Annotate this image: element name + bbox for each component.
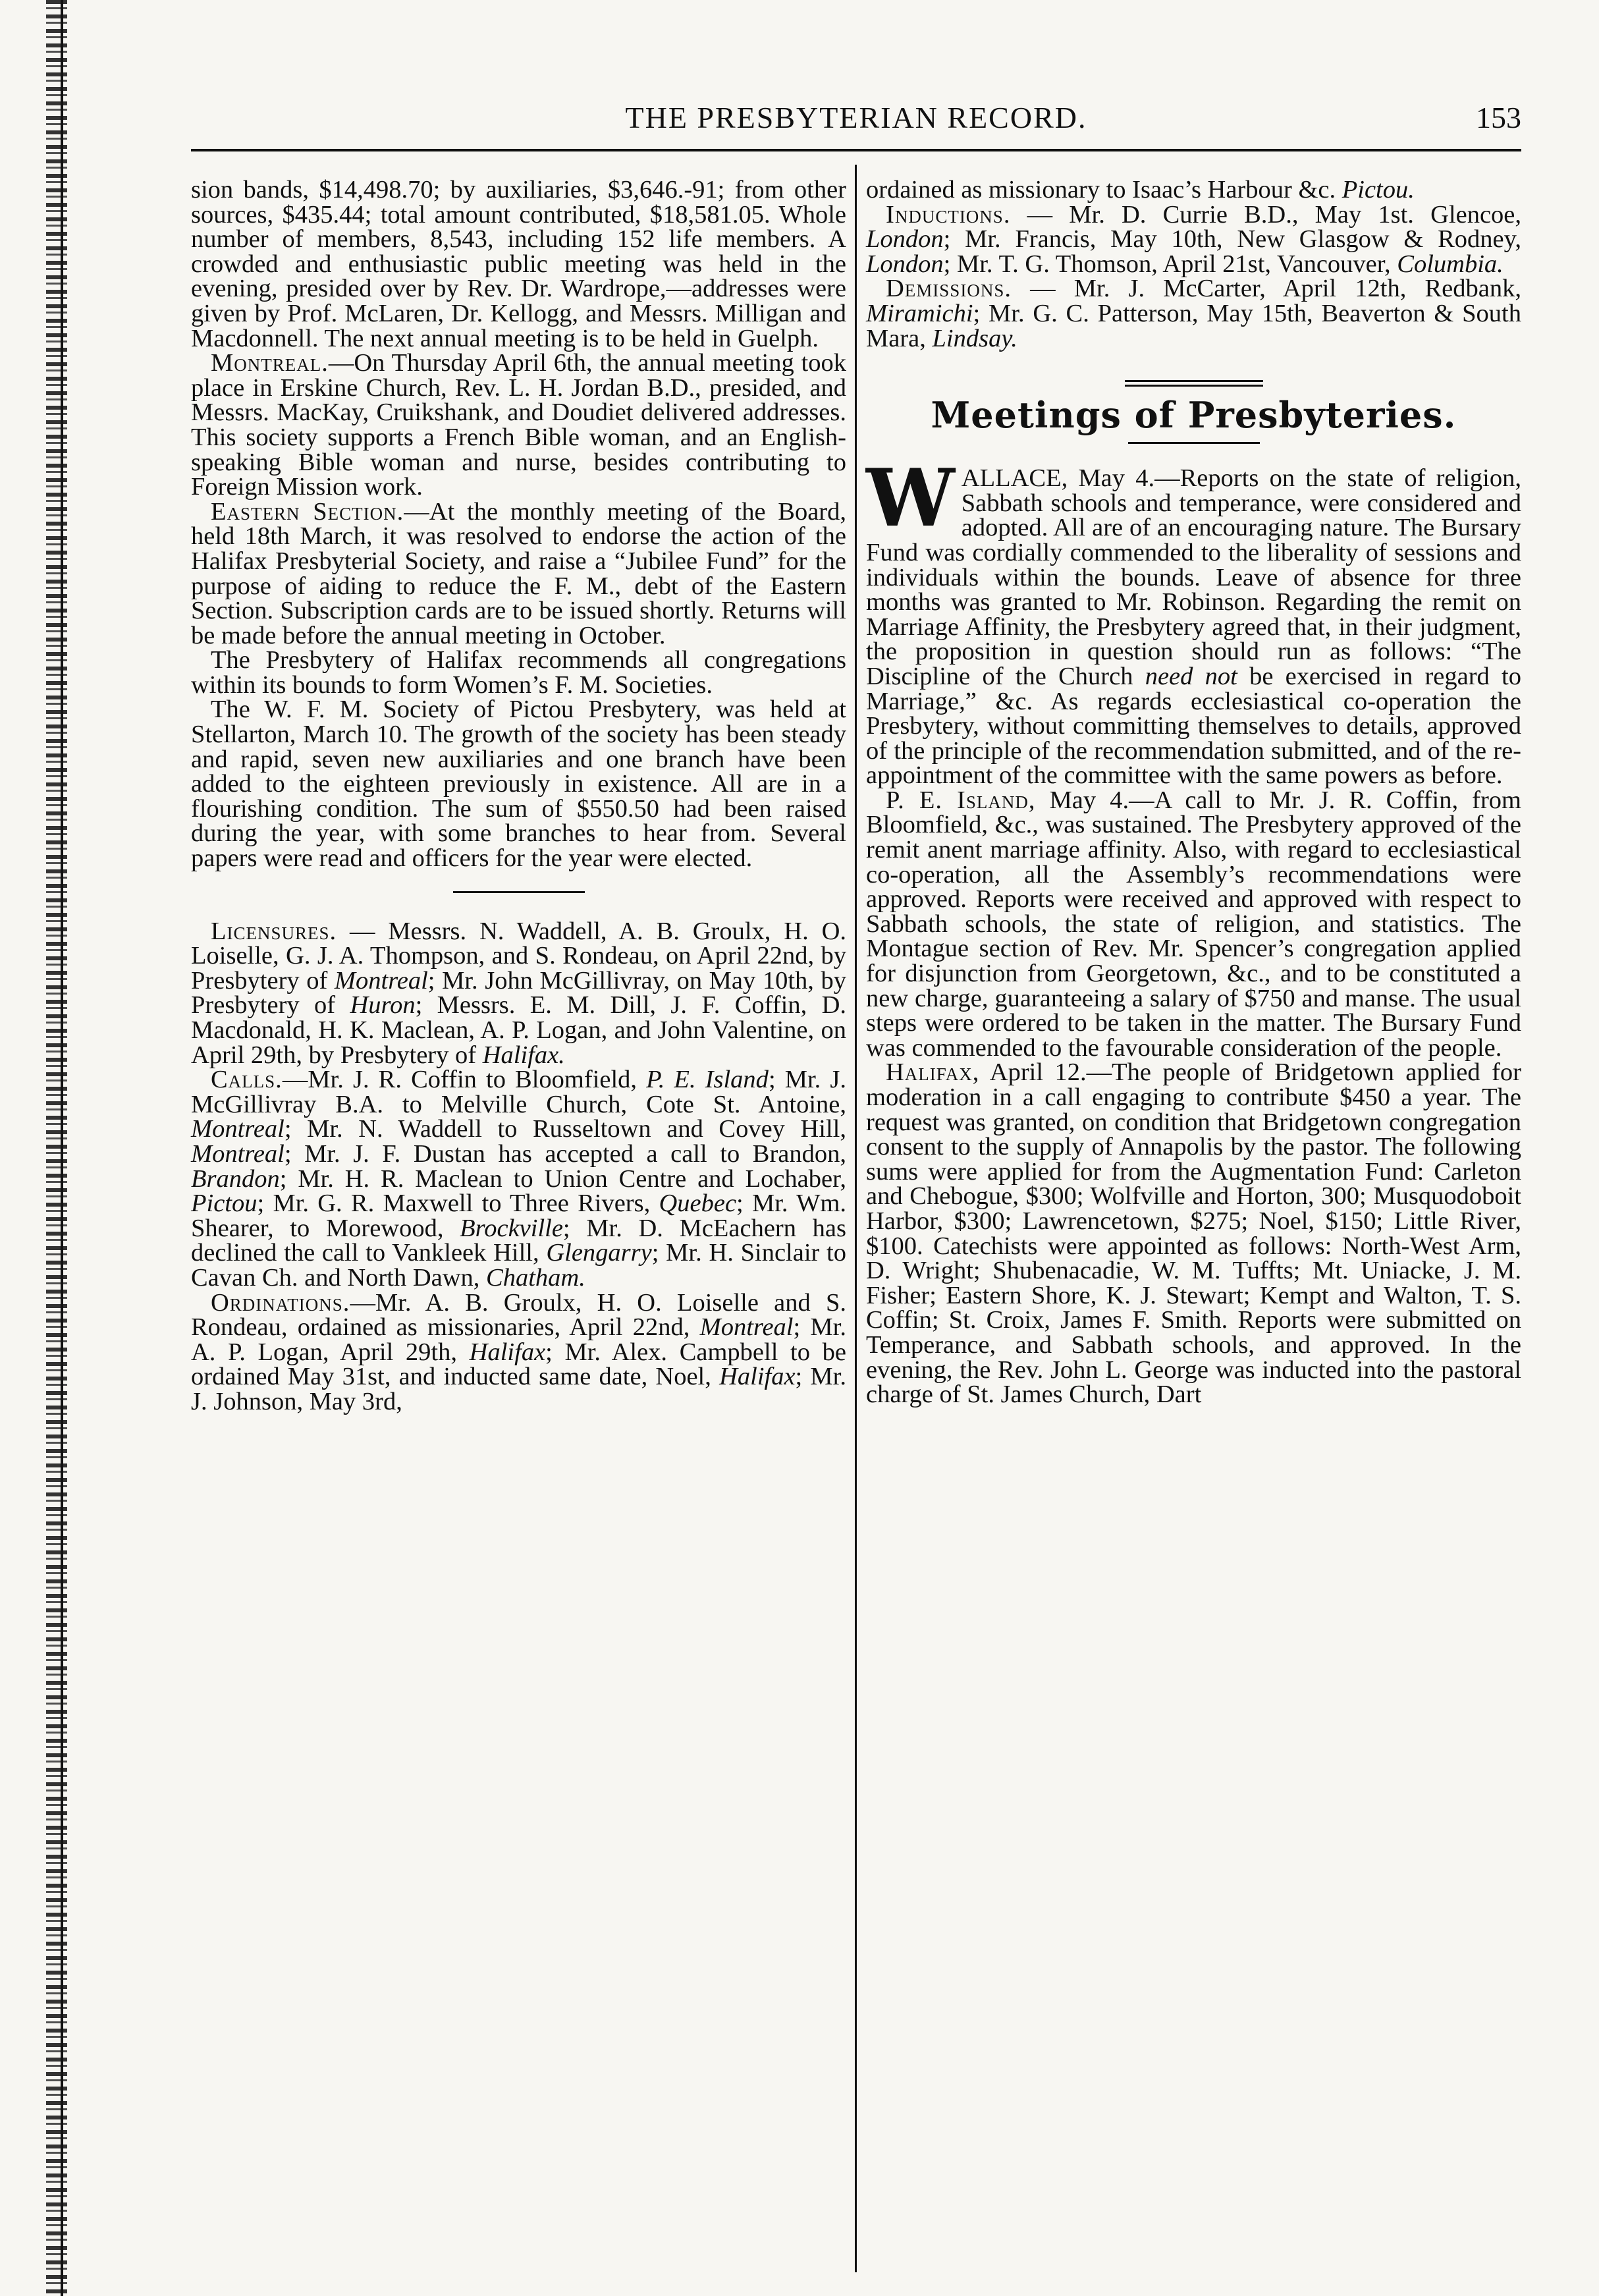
text-run: ALLACE, May 4.—Reports on the state of religion, Sabbath schools and temperance, were considered and adopted. All are of an encouraging nature. The Bursary Fund was cordially commended to the liberality of sessions and individuals within the bounds. Leave of absence for three months was granted to Mr. Robinson. Regarding the remit on Marriage Affinity, the Presbytery agreed that, in their judgment, the proposition in question should run as follows: “The Discipline of the Church — [866, 464, 1521, 690]
text-run: — Messrs. N. Waddell, A. B. Groulx, H. O. Loiselle, G. J. A. Thompson, and S. Rondeau, on April 22nd, by Presbytery of — [191, 917, 846, 995]
section-lead: Eastern Section. — [211, 497, 404, 526]
place-name: Chatham. — [486, 1263, 585, 1292]
place-name: Brandon — [191, 1164, 280, 1193]
place-name: Glengarry — [546, 1239, 652, 1267]
paragraph-montreal — [191, 351, 846, 500]
text-run: ; Mr. T. G. Thomson, April 21st, Vancouver, — [943, 250, 1397, 278]
text-run: ; Mr. A. P. Logan, April 29th, — [191, 1313, 846, 1366]
place-name: Halifax — [719, 1363, 796, 1391]
text-run: ; Mr. Wm. Shearer, to Morewood, — [191, 1189, 847, 1242]
running-header — [191, 100, 1521, 140]
text-run: —Mr. A. B. Groulx, H. O. Loiselle and S. Rondeau, ordained as missionaries, April 22nd, — [191, 1288, 846, 1342]
place-name: London — [866, 225, 944, 254]
place-name: P. E. Island — [646, 1066, 769, 1094]
text-run: ; Mr. John McGillivray, on May 10th, by Presbytery of — [191, 966, 846, 1020]
place-name: Halifax — [469, 1338, 546, 1366]
section-lead: Licensures. — [211, 917, 337, 945]
paragraph-inductions — [866, 200, 1521, 278]
place-name: Quebec — [659, 1189, 737, 1218]
paragraph-totals: sion bands, $14,498.70; by auxiliaries, $3,646.-91; from other sources, $435.44; total amount contributed, $18,581.05. Whole number of members, 8,543, including 152 life members. A crowded and enthusiastic public meeting was held in the evening, presided over by Rev. Dr. Wardrope,—addresses were given by Prof. McLaren, Dr. Kellogg, and Messrs. Milligan and Macdonnell. The next annual meeting is to be held in Guelph. — [191, 176, 846, 352]
text-run: ; Mr. Alex. Campbell to be ordained May 31st, and inducted same date, Noel, — [191, 1338, 846, 1391]
text-run: ; Messrs. E. M. Dill, J. F. Coffin, D. Macdonald, H. K. Maclean, A. P. Logan, and John Valentine, on April 29th, by Presbytery of — [191, 991, 847, 1069]
text-run: ; Mr. J. McGillivray B.A. to Melville Church, Cote St. Antoine, — [191, 1066, 846, 1118]
text-run: ; Mr. H. R. Maclean to Union Centre and Lochaber, — [279, 1164, 846, 1193]
paragraph-wallace — [866, 452, 1521, 790]
place-name: Huron — [350, 991, 416, 1020]
place-name: Columbia. — [1397, 250, 1504, 278]
paragraph-text: —At the monthly meeting of the Board, held 18th March, it was resolved to endorse the action of the Halifax Presbyterial Society, and raise a “Jubilee Fund” for the purpose of aiding to reduce the F. M., debt of the Eastern Section. Subscription cards are to be issued shortly. Returns will be made before the annual meeting in October. — [191, 497, 846, 649]
text-run: ; Mr. G. C. Patterson, May 15th, Beaverton & South Mara, — [866, 299, 1521, 352]
paragraph-calls — [191, 1068, 846, 1290]
heading-rule — [1128, 442, 1260, 444]
place-name: Miramichi — [866, 299, 973, 327]
place-name: Montreal — [334, 966, 428, 995]
text-run: ; Mr. H. Sinclair to Cavan Ch. and North Dawn, — [191, 1239, 846, 1292]
page-edge-line — [61, 0, 63, 2296]
text-run: ; Mr. J. Johnson, May 3rd, — [191, 1363, 846, 1415]
section-lead: Inductions. — [886, 200, 1011, 229]
right-column — [866, 178, 1521, 1408]
paragraph-demissions — [866, 277, 1521, 351]
section-lead: Calls. — [211, 1066, 283, 1094]
section-lead: Demissions. — [886, 275, 1012, 303]
place-name: London — [866, 250, 944, 278]
place-name: Montreal — [699, 1313, 794, 1342]
place-name: Pictou — [191, 1189, 257, 1218]
text-run: April 12.—The people of Bridgetown applied for moderation in a call engaging to contribute $450 a year. The request was granted, on condition that Bridgetown congregation consent to the supply of Annapolis by the pastor. The following sums were applied for from the Augmentation Fund: Carleton and Chebogue, $300; Wolfville and Horton, 300; Musquodoboit Harbor, $300; Lawrencetown, $275; Noel, $150; Little River, $100. Catechists were appointed as follows: North-West Arm, D. Wright; Shubenacadie, W. M. Tuffts; Mt. Uniacke, J. M. Fisher; Eastern Shore, K. J. Stewart; Kempt and Walton, T. S. Coffin; St. Croix, James F. Smith. Reports were submitted on Temperance, and Sabbath schools, and approved. In the evening, the Rev. John L. George was inducted into the pastoral charge of St. James Church, Dart — [866, 1058, 1521, 1409]
paragraph-ordinations — [191, 1288, 846, 1415]
paragraph-pictou-society: The W. F. M. Society of Pictou Presbytery, was held at Stellarton, March 10. The growth of the society has been steady and rapid, seven new auxiliaries and one branch have been added to the eighteen previously in existence. All are in a flourishing condition. The sum of $550.50 had been raised during the year, with some branches to hear from. Several papers were read and officers for the year were elected. — [191, 696, 846, 873]
paragraph-licensures — [191, 919, 846, 1068]
paragraph-pe-island — [866, 788, 1521, 1061]
place-name: Brockville — [460, 1214, 563, 1242]
text-run: — Mr. J. McCarter, April 12th, Redbank, — [1011, 275, 1521, 303]
section-lead: Halifax, — [886, 1058, 980, 1087]
place-name: Montreal — [191, 1115, 285, 1143]
text-run: ordained as missionary to Isaac’s Harbour &c. — [866, 176, 1342, 204]
text-run: ; Mr. G. R. Maxwell to Three Rivers, — [257, 1189, 659, 1218]
emphasis: need not — [1145, 662, 1237, 690]
place-name: Halifax. — [482, 1041, 565, 1069]
text-run: — Mr. D. Currie B.D., May 1st. Glencoe, — [1010, 200, 1521, 229]
column-divider — [855, 165, 857, 2272]
text-run: be exercised in regard to Marriage,” &c. As regards ecclesiastical co-operation the Presbytery, without committing themselves to details, approved of the principle of the recommendation submitted, and of the re-appointment of the committee with the same powers as before. — [866, 662, 1521, 790]
paragraph-halifax-recommend: The Presbytery of Halifax recommends all congregations within its bounds to form Women’s F. M. Societies. — [191, 646, 846, 699]
place-name: Montreal — [191, 1139, 285, 1168]
left-column — [191, 178, 846, 1415]
paragraph-text: —On Thursday April 6th, the annual meeting took place in Erskine Church, Rev. L. H. Jordan B.D., presided, and Messrs. MacKay, Cruikshank, and Doudiet delivered addresses. This society supports a French Bible woman, and an English-speaking Bible woman and nurse, besides contributing to Foreign Mission work. — [191, 349, 846, 501]
place-name: Pictou. — [1342, 176, 1415, 204]
section-lead: Ordinations. — [211, 1288, 350, 1317]
page-number: 153 — [1476, 101, 1521, 134]
paragraph-halifax — [866, 1060, 1521, 1407]
text-run: ; Mr. D. McEachern has declined the call to Vankleek Hill, — [191, 1214, 846, 1267]
text-run: ; Mr. N. Waddell to Russeltown and Covey Hill, — [284, 1115, 846, 1143]
text-run: May 4.—A call to Mr. J. R. Coffin, from Bloomfield, &c., was sustained. The Presbytery approved of the remit anent marriage affinity. Also, with regard to ecclesiastical co-operation, all the Assembly’s recommendations were approved. Reports were received and approved with respect to Sabbath schools, the state of religion, and statistics. The Montague section of Rev. Mr. Spencer’s congregation applied for disjunction from Georgetown, &c., and to be constituted a new charge, guaranteeing a salary of $750 and manse. The usual steps were ordered to be taken in the matter. The Bursary Fund was commended to the favourable consideration of the people. — [866, 786, 1521, 1062]
text-run: ; Mr. J. F. Dustan has accepted a call to Brandon, — [284, 1139, 846, 1168]
text-run: —Mr. J. R. Coffin to Bloomfield, — [282, 1066, 647, 1094]
header-rule — [191, 149, 1521, 151]
section-lead: P. E. Island, — [886, 786, 1036, 814]
section-lead: Montreal. — [211, 349, 329, 377]
place-name: Lindsay. — [932, 324, 1017, 352]
page-edge-scan-artifact — [46, 0, 67, 2296]
heading-double-rule — [1125, 380, 1263, 387]
paragraph-eastern-section — [191, 497, 846, 649]
drop-cap: W — [866, 452, 955, 545]
text-run: ; Mr. Francis, May 10th, New Glasgow & Rodney, — [943, 225, 1521, 254]
section-heading: Meetings of Presbyteries. — [931, 394, 1457, 437]
paragraph-ordained-continued — [866, 178, 1521, 203]
journal-title: THE PRESBYTERIAN RECORD. — [625, 101, 1087, 134]
